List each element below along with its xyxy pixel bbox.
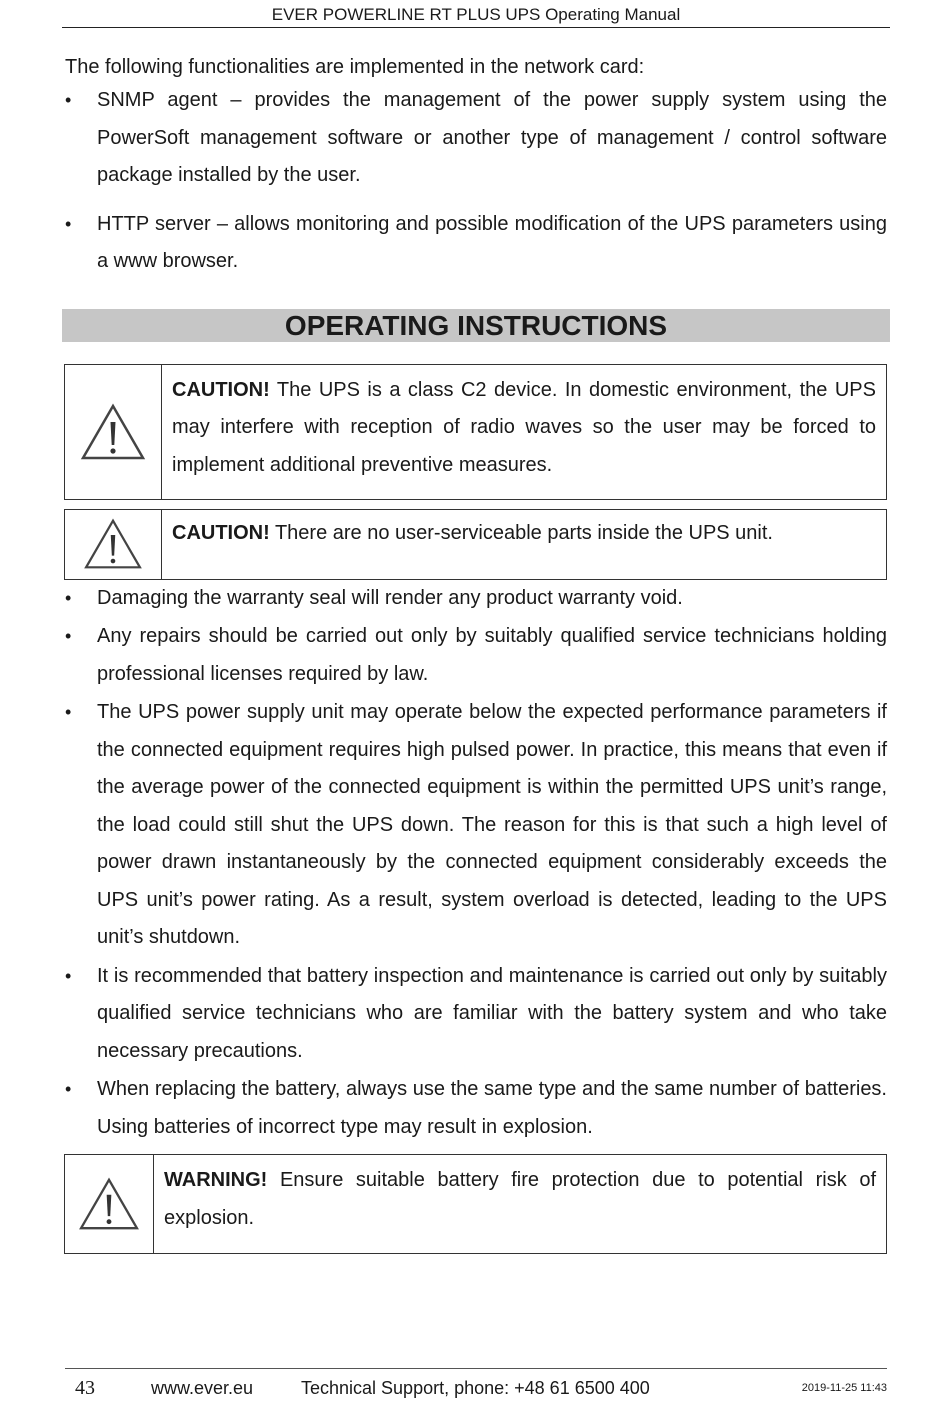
notice-text: There are no user-serviceable parts inside the UPS unit. (269, 521, 773, 544)
page-content (65, 52, 887, 1254)
notice-label: WARNING! (164, 1169, 268, 1191)
page-header: EVER POWERLINE RT PLUS UPS Operating Manual (62, 4, 890, 28)
warning-triangle-icon (83, 518, 143, 570)
instructions-list (65, 580, 887, 1147)
notice-text: The UPS is a class C2 device. In domestic environment, the UPS may interfere with reception of radio waves so the user may be forced to implement additional preventive measures. (172, 378, 876, 476)
warning-triangle-icon (78, 1177, 140, 1231)
timestamp: 2019-11-25 11:43 (801, 1382, 887, 1394)
warning-notice-fire-protection (64, 1154, 887, 1254)
list-item: • Any repairs should be carried out only by suitably qualified service technicians holding professional licenses required by law. (65, 618, 887, 693)
section-title: OPERATING INSTRUCTIONS (62, 309, 890, 342)
list-item: • Damaging the warranty seal will render any product warranty void. (65, 580, 887, 618)
intro-paragraph: The following functionalities are implemented in the network card: (65, 56, 645, 78)
page-number: 43 (75, 1377, 95, 1399)
support-phone: Technical Support, phone: +48 61 6500 400 (301, 1378, 650, 1398)
notice-label: CAUTION! (172, 378, 270, 401)
list-item: • The UPS power supply unit may operate below the expected performance parameters if the connected equipment requires high pulsed power. In practice, this means that even if the average power of the connected equipment is within the permitted UPS unit’s range, the load could still shut the UPS down. The reason for this is that such a high level of power drawn instantaneously by the connected equipment considerably exceeds the UPS unit’s power rating. As a result, system overload is detected, leading to the UPS unit’s shutdown. (65, 694, 887, 957)
notice-label: CAUTION! (172, 521, 270, 544)
list-item: • SNMP agent – provides the management of the power supply system using the PowerSoft management software or another type of management / control software package installed by the user. (65, 82, 887, 195)
list-item: • It is recommended that battery inspection and maintenance is carried out only by suitably qualified service technicians who are familiar with the battery system and who take necessary precautions. (65, 958, 887, 1071)
notice-text: Ensure suitable battery fire protection due to potential risk of explosion. (164, 1169, 876, 1229)
caution-notice-no-serviceable-parts (64, 509, 887, 580)
page-footer (65, 1368, 887, 1401)
warning-triangle-icon (80, 403, 146, 461)
caution-notice-class-c2 (64, 364, 887, 500)
list-item: • When replacing the battery, always use the same type and the same number of batteries. Using batteries of incorrect type may result in explosion. (65, 1071, 887, 1146)
functionalities-list (65, 82, 887, 281)
website-link[interactable]: www.ever.eu (151, 1378, 254, 1398)
list-item: • HTTP server – allows monitoring and possible modification of the UPS parameters using a www browser. (65, 206, 887, 281)
